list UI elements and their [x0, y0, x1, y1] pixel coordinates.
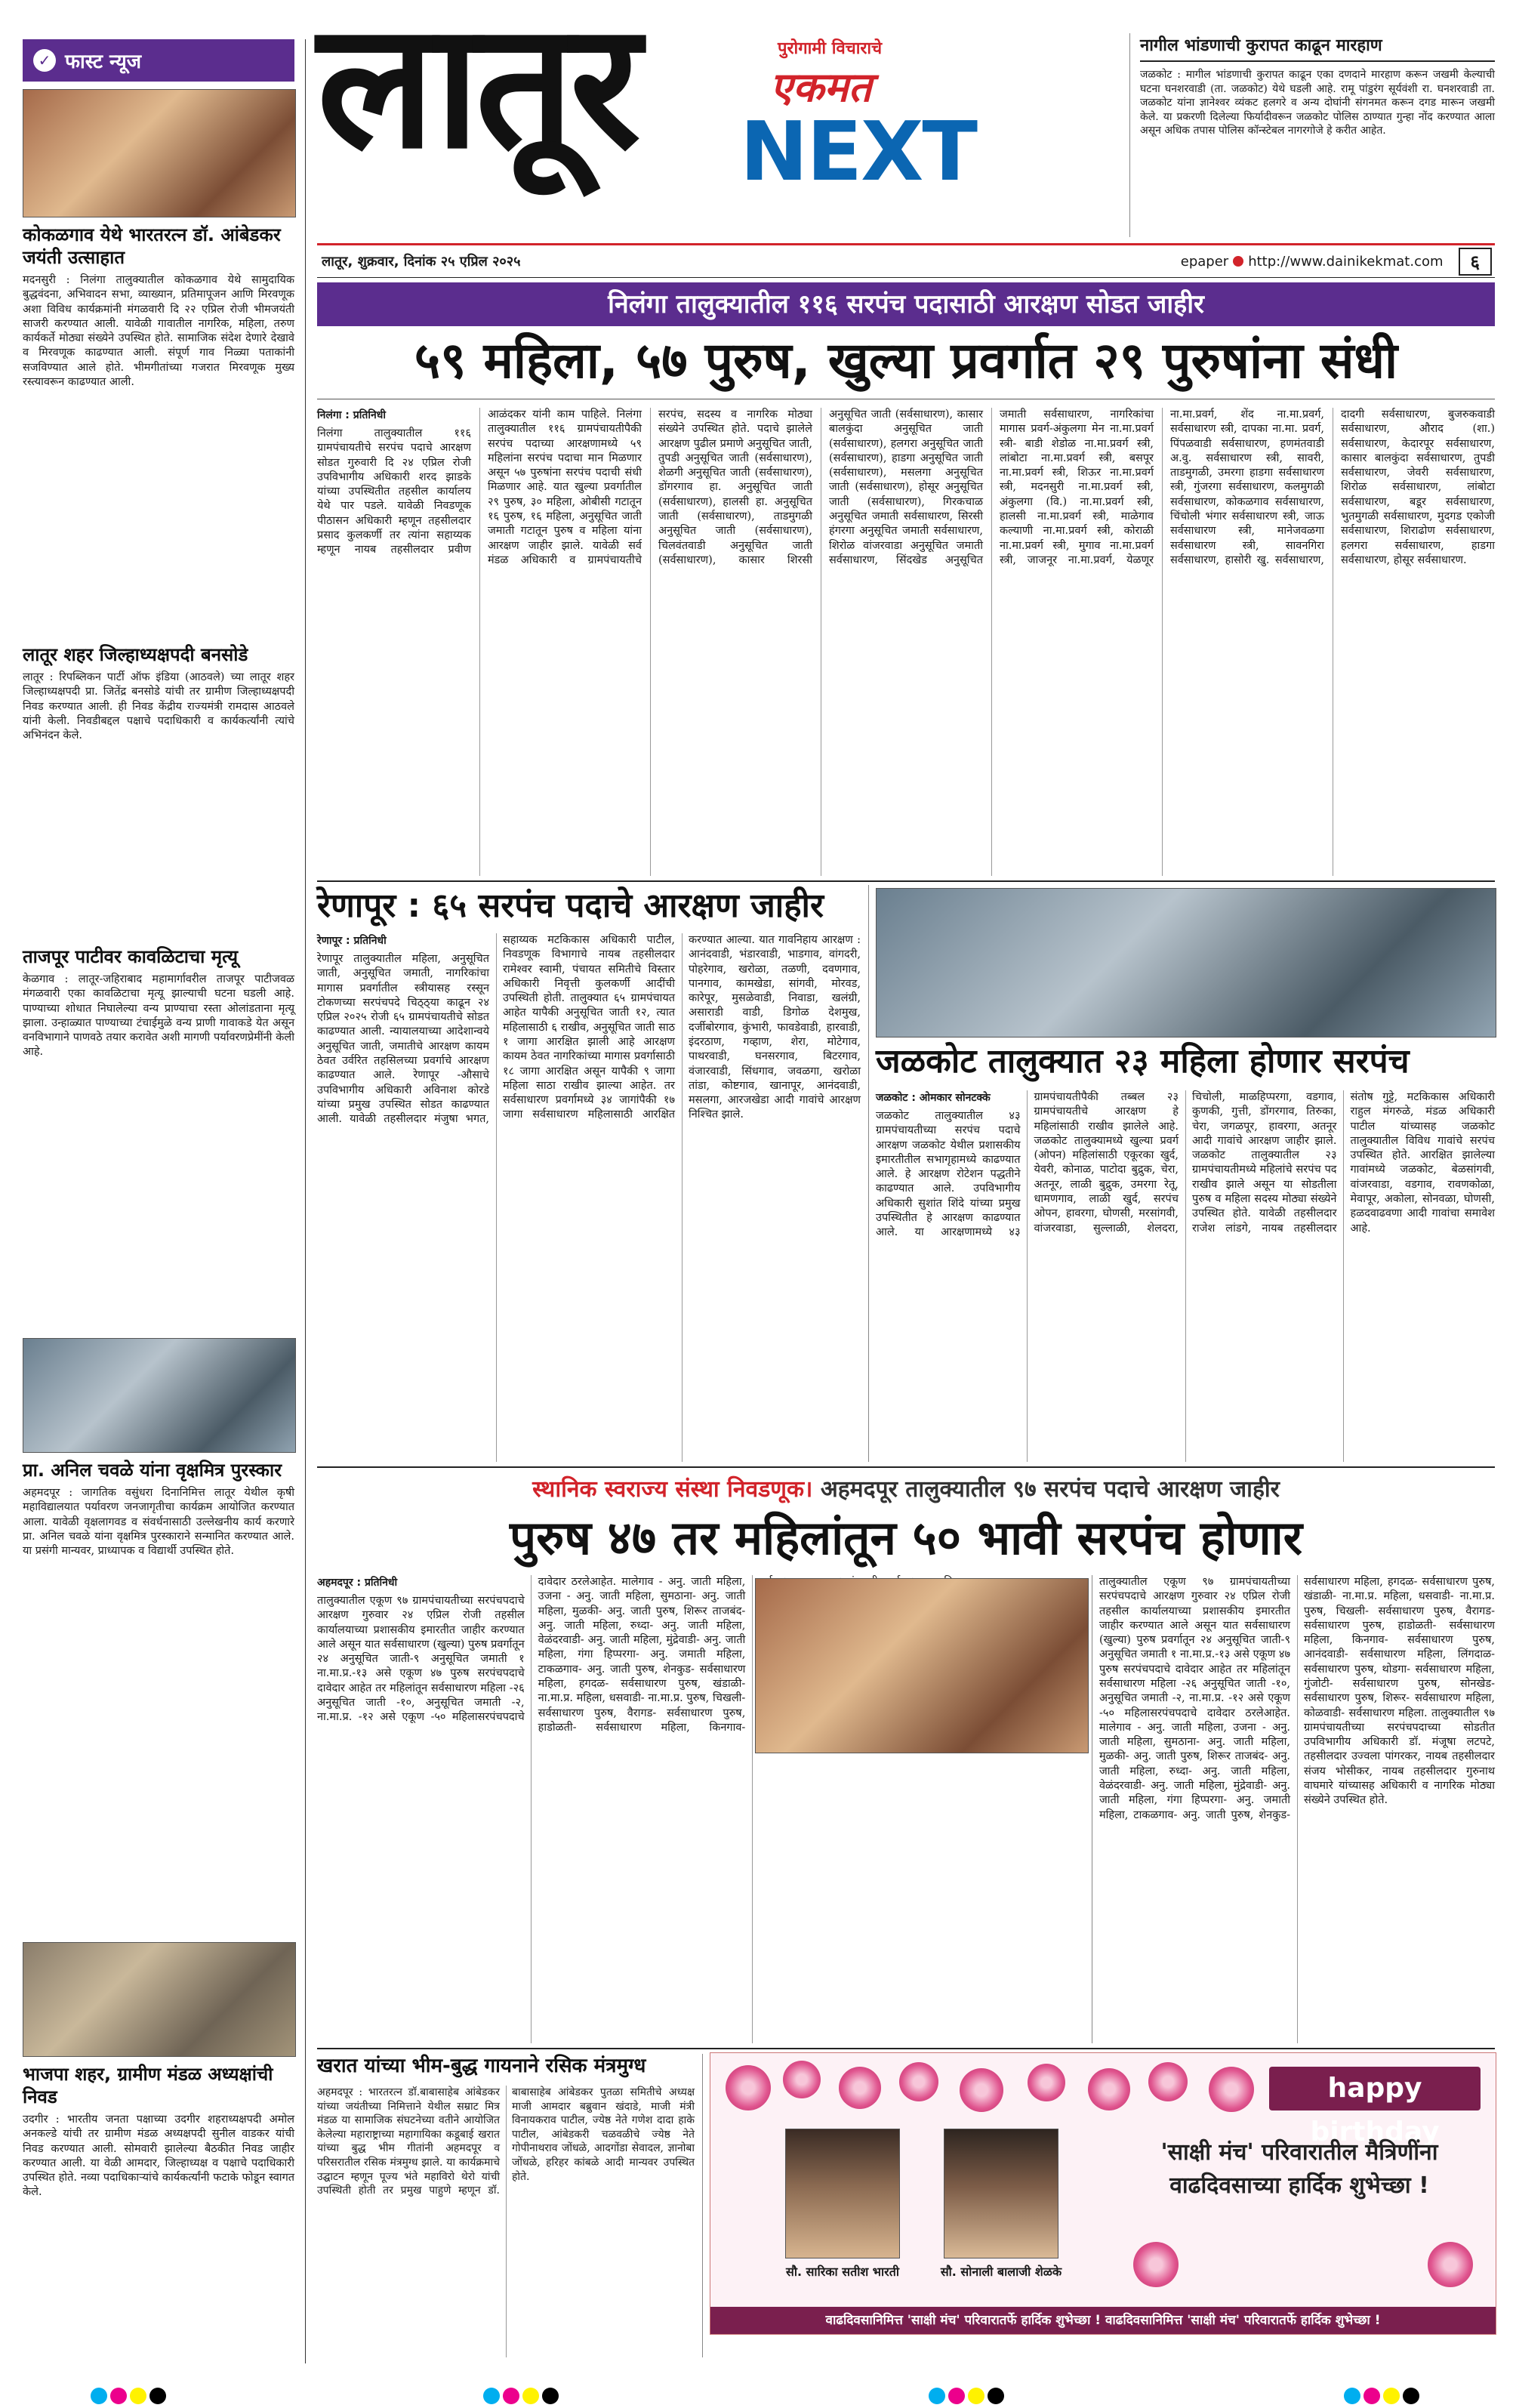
flower-icon	[726, 2065, 771, 2110]
column-divider	[305, 39, 306, 2363]
registration-mark	[968, 2388, 984, 2404]
lead-text: निलंगा तालुक्यातील ११६ ग्रामपंचायतीचे सरपंच पदाचे आरक्षण सोडत गुरुवारी दि २४ एप्रिल रोजी उपविभागीय अधिकारी शरद झाडके यांच्या उपस्थितीत तहसील कार्यालय येथे पार पडले. यावेळी निवडणूक पीठासन अधिकारी म्हणून तहसीलदार प्रसाद कुलकर्णी तर त्यांना सहाय्यक म्हणून नायब तहसीलदार प्रवीण आळंदकर यांनी काम पाहिले. निलंगा तालुक्यातील ११६ ग्रामपंचायतीपैकी सरपंच पदाच्या आरक्षणामध्ये ५९ महिलांना सरपंच पदाचा मान मिळणार असून ५७ पुरुषांना सरपंच पदाची संधी मिळणार आहे. यात खुल्या प्रवर्गातील २९ पुरुष, ३० महिला, ओबीसी गटातून १६ पुरुष, १६ महिला, अनुसूचित जाती जमाती गटातून पुरुष व महिला यांना आरक्षण जाहीर झाले. यावेळी सर्व मंडळ अधिकारी व ग्रामपंचायतीचे सरपंच, सदस्य व नागरिक मोठ्या संख्येने उपस्थित होते. पदाचे झालेले आरक्षण पुढील प्रमाणे अनुसूचित जाती, तुपडी अनुसूचित जाती (सर्वसाधारण), शेळगी अनुसूचित जाती (सर्वसाधारण), डोंगरगाव हा. अनुसूचित जाती (सर्वसाधारण), हालसी हा. अनुसूचित जाती (सर्वसाधारण), ताडमुगळी अनुसूचित जाती (सर्वसाधारण), चिलवंतवाडी अनुसूचित जाती (सर्वसाधारण), कासार शिरसी अनुसूचित जाती (सर्वसाधारण), कासार बालकुंदा अनुसूचित जाती (सर्वसाधारण), हलगरा अनुसूचित जाती (सर्वसाधारण), हाडगा अनुसूचित जाती (सर्वसाधारण), मसलगा अनुसूचित जाती (सर्वसाधारण), होसूर अनुसूचित जाती (सर्वसाधारण), गिरकचाळ अनुसूचित जमाती सर्वसाधारण, सिरसी हंगरगा अनुसूचित जमाती सर्वसाधारण, शिरोळ वांजरवाडा अनुसूचित जमाती सर्वसाधारण, सिंदखेड अनुसूचित जमाती सर्वसाधारण, नागरिकांचा मागास प्रवर्ग-अंकुलगा मेन ना.मा.प्रवर्ग स्त्री- बाडी शेडोळ ना.मा.प्रवर्ग स्त्री, लांबोटा ना.मा.प्रवर्ग स्त्री, बसपूर ना.मा.प्रवर्ग स्त्री, शिऊर ना.मा.प्रवर्ग स्त्री, मदनसुरी ना.मा.प्रवर्ग स्त्री, अंकुलगा (वि.) ना.मा.प्रवर्ग स्त्री, हालसी ना.मा.प्रवर्ग स्त्री, माळेगाव कल्याणी ना.मा.प्रवर्ग स्त्री, कोराळी ना.मा.प्रवर्ग स्त्री, मुगाव ना.मा.प्रवर्ग स्त्री, जाजनूर ना.मा.प्रवर्ग, येळणूर ना.मा.प्रवर्ग, शेंद ना.मा.प्रवर्ग, सर्वसाधारण स्त्री, दापका ना.मा. प्रवर्ग, पिंपळवाडी सर्वसाधारण, हणमंतवाडी अ.वु. सर्वसाधारण स्त्री, सावरी, ताडमुगळी, उमरगा हाडगा सर्वसाधारण स्त्री, गुंजरगा सर्वसाधारण, कलमुगळी सर्वसाधारण, कोकळगाव सर्वसाधारण, चिंचोली भंगार सर्वसाधारण स्त्री, जाऊ सर्वसाधारण स्त्री, मानेजवळगा सर्वसाधारण स्त्री, सावनगिरा सर्वसाधारण, हासोरी खु. सर्वसाधारण, दादगी सर्वसाधारण, बुजरुकवाडी सर्वसाधारण, औराद (शा.) सर्वसाधारण, केदारपूर सर्वसाधारण, कासार बालकुंदा सर्वसाधारण, तुपडी सर्वसाधारण, जेवरी सर्वसाधारण, शिरोळ सर्वसाधारण, लांबोटा सर्वसाधारण, बडूर सर्वसाधारण, भुतमुगळी सर्वसाधारण, मुदगड एकोजी सर्वसाधारण, शिराढोण सर्वसाधारण, हलगरा सर्वसाधारण, हाडगा सर्वसाधारण, होसूर सर्वसाधारण.	[317, 409, 1495, 566]
news-item-body: उदगीर : भारतीय जनता पक्षाच्या उदगीर शहराध्यक्षपदी अमोल अनकल्डे यांची तर ग्रामीण मंडळ अध्यक्षपदी सुनील वाडकर यांची निवड करण्यात आली. सोमवारी झालेल्या बैठकीत निवड जाहीर करण्यात आली. या वेळी आमदार, जिल्हाध्यक्ष व पक्षाचे पदाधिकारी उपस्थित होते. नव्या पदाधिकाऱ्यांचे कार्यकर्त्यांनी फटाके फोडून स्वागत केले.	[23, 2114, 294, 2199]
person-name: सौ. सोनाली बालाजी शेळके	[940, 2265, 1062, 2279]
avatar	[785, 2129, 900, 2258]
ahmedpur-kicker	[317, 1472, 1495, 1507]
ahmedpur-text: तालुक्यातील एकूण ९७ ग्रामपंचायतीच्या सरपंचपदाचे आरक्षण गुरुवार २४ एप्रिल रोजी तहसील कार्यालयाच्या प्रशासकीय इमारतीत जाहीर करण्यात आले असून यात सर्वसाधारण (खुल्या) पुरुष प्रवर्गातून २४ अनुसूचित जाती-९ अनुसूचित जमाती १ ना.मा.प्र.-१३ असे एकूण ४७ पुरुष सरपंचपदाचे दावेदार आहेत तर महिलांतून सर्वसाधारण महिला -२६ अनुसूचित जाती -१०, अनुसूचित जमाती -२, ना.मा.प्र. -१२ असे एकूण -५० महिलासरपंचपदाचे दावेदार ठरलेआहेत. मालेगाव - अनु. जाती महिला, उजना - अनु. जाती महिला, सुमठाना- अनु. जाती महिला, मुळकी- अनु. जाती पुरुष, शिरूर ताजबंद- अनु. जाती महिला, रुध्दा- अनु. जाती महिला, वेळंदरवाडी- अनु. जाती महिला, मुंद्रेवाडी- अनु. जाती महिला, गंगा हिप्परगा- अनु. जमाती महिला, टाकळगाव- अनु. जाती पुरुष, शेनकुड- सर्वसाधारण महिला, हगदळ- सर्वसाधारण पुरुष, खंडाळी- ना.मा.प्र. महिला, धसवाडी- ना.मा.प्र. पुरुष, चिखली- सर्वसाधारण पुरुष, वैरागड- सर्वसाधारण पुरुष, हाडोळती- सर्वसाधारण महिला, किनगाव- सर्वसाधारण पुरुष, आनंदवाडी- सर्वसाधारण महिला, लिंगदाळ- सर्वसाधारण पुरुष, थोडगा- सर्वसाधारण महिला, गुंजोटी- सर्वसाधारण पुरुष, सोनखेड- सर्वसाधारण पुरुष, शिरूर- सर्वसाधारण महिला, कोळवाडी- सर्वसाधारण महिला. तालुक्यातील ९७ ग्रामपंचायतीच्या सरपंचपदाच्या सोडतीत उपविभागीय अधिकारी डॉ. मंजूषा लटपटे, तहसीलदार उज्वला पांगरकर, नायब तहसीलदार संजय भोसीकर, नायब तहसीलदार गुरुनाथ वाघमारे यांच्यासह अधिकारी व नागरिक मोठ्या संख्येने उपस्थित होते.	[1099, 1576, 1495, 1821]
flower-icon	[1133, 2242, 1179, 2287]
jayanti-photo	[23, 89, 296, 217]
registration-mark	[988, 2388, 1004, 2404]
ahmedpur-photo	[755, 1578, 1089, 1753]
registration-mark	[948, 2388, 965, 2404]
globe-icon	[1233, 256, 1243, 267]
fast-news-header	[23, 39, 294, 82]
award-photo	[23, 1338, 296, 1453]
registration-mark	[1344, 2388, 1360, 2404]
flower-icon	[783, 2061, 821, 2098]
news-item-body: लातूर : रिपब्लिकन पार्टी ऑफ इंडिया (आठवले) च्या लातूर शहर जिल्हाध्यक्षपदी प्रा. जितेंद्र बनसोडे यांची तर ग्रामीण जिल्हाध्यक्षपदी निवड करण्यात आली. ही निवड केंद्रीय राज्यमंत्री रामदास आठवले यांनी केली. निवडीबद्दल पक्षाचे पदाधिकारी व कार्यकर्त्यांनी त्यांचे अभिनंदन केले.	[23, 671, 294, 742]
top-right-title: नागील भांडणाची कुरापत काढून मारहाण	[1140, 33, 1495, 62]
news-item-body: मदनसुरी : निलंगा तालुक्यातील कोकळगाव येथे सामुदायिक बुद्धवंदना, अभिवादन सभा, व्याख्यान, प्रतिमापूजन आणि मिरवणूक अशा विविध कार्यक्रमांनी मंगळवारी दि २२ एप्रिल रोजी भीमजयंती साजरी करण्यात आली. यावेळी गावातील नागरिक, महिला, तरुण कार्यकर्ते मोठ्या संख्येने उपस्थित होते. सामाजिक संदेश देणारे देखावे व मिरवणूक काढण्यात आली. संपूर्ण गाव निळ्या पताकांनी सजविण्यात आले होते. भीमगीतांच्या गजरात मिरवणूक मुख्य रस्त्यावरून काढण्यात आली.	[23, 274, 294, 388]
registration-mark	[542, 2388, 559, 2404]
lead-kicker: निलंगा तालुक्यातील ११६ सरपंच पदासाठी आरक्षण सोडत जाहीर	[317, 282, 1495, 326]
news-item-title: लातूर शहर जिल्हाध्यक्षपदी बनसोडे	[23, 644, 248, 665]
jalkot-body	[876, 1090, 1495, 1462]
kharat-headline: खरात यांच्या भीम-बुद्ध गायनाने रसिक मंत्रमुग्ध	[317, 2055, 646, 2077]
flower-icon	[960, 2068, 1003, 2112]
news-item-body: अहमदपूर : जागतिक वसुंधरा दिनानिमित्त लातूर येथील कृषी महाविद्यालयात पर्यावरण जनजागृतीचा कार्यक्रम आयोजित करण्यात आला. यावेळी वृक्षलागवड व संवर्धनासाठी उल्लेखनीय कार्य करणारे प्रा. अनिल चवळे यांना वृक्षमित्र पुरस्काराने सन्मानित करण्यात आले. या प्रसंगी मान्यवर, प्राध्यापक व विद्यार्थी उपस्थित होते.	[23, 1487, 294, 1558]
fast-news-title: फास्ट न्यूज	[65, 51, 142, 73]
renapur-byline: रेणापूर : प्रतिनिधी	[317, 935, 387, 947]
registration-mark	[929, 2388, 945, 2404]
top-right-body: जळकोट : मागील भांडणाची कुरापत काढून एका दणदाने मारहाण करून जखमी केल्याची घटना घनशरवाडी (ता. जळकोट) येथे घडली आहे. रामू पांडुरंग सूर्यवंशी रा. घनशरवाडी ता. जळकोट यांना ज्ञानेश्वर व्यंकट हलगरे व अन्य दोघांनी संगनमत करून दगड मारून जखमी केले. या प्रकरणी दिलेल्या फिर्यादीवरून जळकोट पोलिस ठाण्यात गुन्हा नोंद करण्यात आला असून अधिक तपास पोलिस कॉन्स्टेबल नागरगोजे हे करीत आहेत.	[1140, 69, 1495, 137]
top-right-news	[1140, 33, 1495, 237]
registration-mark	[503, 2388, 519, 2404]
page-number: ६	[1459, 248, 1492, 276]
section-rule	[317, 1466, 1495, 1468]
kharat-body	[317, 2086, 695, 2357]
jalkot-text: जळकोट तालुक्यातील ४३ ग्रामपंचायतीच्या सरपंच पदाचे आरक्षण जळकोट येथील प्रशासकीय इमारतीतील सभागृहामध्ये काढण्यात आले. हे आरक्षण रोटेशन पद्धतीने काढण्यात आले. उपविभागीय अधिकारी सुशांत शिंदे यांच्या प्रमुख उपस्थितीत हे आरक्षण काढण्यात आले. या आरक्षणामध्ये ४३ ग्रामपंचायतीपैकी तब्बल २३ ग्रामपंचायतीचे आरक्षण हे महिलांसाठी राखीव झालेले आहे. जळकोट तालुक्यामध्ये खुल्या प्रवर्ग (ओपन) महिलांसाठी एकूरका खुर्द, येवरी, कोनाळ, पाटोदा बुद्रुक, चेरा, अतनूर, लाळी बुद्रुक, उमरगा रेतू, धामणगाव, लाळी खुर्द, सरपंच ओपन, हावरगा, घोणसी, मरसांगवी, वांजरवाडा, सुल्लाळी, शेलदरा, चिचोली, माळहिप्परगा, वडगाव, कुणकी, गुत्ती, डोंगरगाव, तिरुका, चेरा, जगळपूर, हावरगा, अतनूर आदी गावांचे आरक्षण जाहीर झाले. जळकोट तालुक्यातील २३ ग्रामपंचायतीमध्ये महिलांचे सरपंच पद राखीव झाले असून या सोडतीला पुरुष व महिला सदस्य मोठ्या संख्येने उपस्थित होते. यावेळी तहसीलदार राजेश लांडगे, नायब तहसीलदार संतोष गुट्टे, मटकिकास अधिकारी राहुल मंगरुळे, मंडळ अधिकारी पाटील यांच्यासह जळकोट तालुक्यातील विविध गावांचे सरपंच उपस्थित होते. आरक्षित झालेल्या गावांमध्ये जळकोट, बेळसांगवी, वांजरवाडा, वडगाव, रावणकोळा, मेवापूर, अकोला, सोनवळा, घोणसी, हळदवाढवणा आदी गावांचा समावेश आहे.	[876, 1091, 1495, 1239]
birthday-ad	[710, 2052, 1496, 2335]
news-item-bansode	[23, 643, 294, 743]
lead-body	[317, 408, 1495, 876]
news-item-body: केळगाव : लातूर-जहिराबाद महामार्गावरील ताजपूर पाटीजवळ मंगळवारी एका कावळिटाचा मृत्यू झाल्याची घटना घडली आहे. पाण्याच्या शोधात निघालेल्या वन्य प्राण्याचा रस्ता ओलांडताना मृत्यू झाला. उन्हाळ्यात पाण्याच्या टंचाईमुळे वन्य प्राणी गावाकडे येत असून वनविभागाने पाणवठे तयार करावेत अशी मागणी पर्यावरणप्रेमींनी केली आहे.	[23, 973, 294, 1059]
heart-check-icon: ✓	[33, 49, 56, 72]
registration-mark	[1383, 2388, 1400, 2404]
flower-icon	[839, 2067, 881, 2109]
ahmedpur-kicker-rest: अहमदपूर तालुक्यातील ९७ सरपंच पदाचे आरक्षण जाहीर	[812, 1476, 1280, 1503]
lead-headline: ५९ महिला, ५७ पुरुष, खुल्या प्रवर्गात २९ पुरुषांना संधी	[414, 331, 1398, 390]
flower-icon	[1209, 2067, 1254, 2112]
dateline-bar	[317, 243, 1495, 278]
section-rule	[317, 2048, 1495, 2049]
birthday-banner: happy birthday	[1269, 2067, 1481, 2110]
website-link[interactable]: http://www.dainikekmat.com	[1248, 253, 1444, 270]
dateline: लातूर, शुक्रवार, दिनांक २५ एप्रिल २०२५	[322, 254, 521, 270]
ahmedpur-kicker-red: स्थानिक स्वराज्य संस्था निवडणूक।	[532, 1476, 813, 1503]
masthead	[317, 0, 1117, 238]
birthday-message: 'साक्षी मंच' परिवारातील मैत्रिणींना वाढदिवसाच्या हार्दिक शुभेच्छा !	[1160, 2139, 1438, 2199]
news-item-title: भाजपा शहर, ग्रामीण मंडळ अध्यक्षांची निवड	[23, 2064, 273, 2107]
ahmedpur-headline: पुरुष ४७ तर महिलांतून ५० भावी सरपंच होणार	[509, 1510, 1303, 1565]
jalkot-headline: जळकोट तालुक्यात २३ महिला होणार सरपंच	[876, 1042, 1410, 1081]
epaper-label: epaper	[1180, 253, 1229, 270]
registration-mark	[149, 2388, 166, 2404]
lead-byline: निलंगा : प्रतिनिधी	[317, 409, 386, 421]
registration-mark	[522, 2388, 539, 2404]
flower-icon	[1088, 2068, 1130, 2110]
flower-icon	[1028, 2064, 1065, 2101]
birthday-ticker: वाढदिवसानिमित्त 'साक्षी मंच' परिवारातर्फे हार्दिक शुभेच्छा ! वाढदिवसानिमित्त 'साक्षी मंच' परिवारातर्फे हार्दिक शुभेच्छा !	[710, 2307, 1496, 2334]
news-item-chavale	[23, 1459, 294, 1559]
person-card	[929, 2129, 1073, 2280]
renapur-text: रेणापूर तालुक्यातील महिला, अनुसूचित जाती, अनुसूचित जमाती, नागरिकांचा मागास प्रवर्गातील स्त्रीयासह रस्सून टोकणच्या सरपंचपदे चिठ्ठ्या काढून २४ एप्रिल २०२५ रोजी ६५ ग्रामपंचायतीचे सोडत काढण्यात आली. न्यायालयाच्या आदेशान्वये अनुसूचित जाती, जमातीचे आरक्षण कायम ठेवत उर्वरित तहसिलच्या प्रवर्गाचे आरक्षण काढण्यात आले. रेणापूर -औसाचे उपविभागीय अधिकारी अविनाश कोरडे यांच्या प्रमुख उपस्थित सोडत काढण्यात आली. यावेळी तहसीलदार मंजुषा भगत, सहाय्यक मटकिकास अधिकारी पाटील, निवडणूक विभागाचे नायब तहसीलदार रामेश्वर स्वामी, पंचायत समितीचे विस्तार अधिकारी निवृत्ती कुलकर्णी आदींची उपस्थिती होती. तालुक्यात ६५ ग्रामपंचायत आहेत यापैकी अनुसूचित जाती १२, त्यात महिलासाठी ६ राखीव, अनुसूचित जाती साठ १ जागा आरक्षित झाली आहे आरक्षण कायम ठेवत नागरिकांच्या मागास प्रवर्गासाठी १८ जागा आरक्षित असून यापैकी ९ जागा महिला साठा राखीव झाल्या आहेत. तर सर्वसाधारण प्रवर्गामध्ये ३४ जागांपैकी १७ जागा सर्वसाधारण महिलासाठी आरक्षित करण्यात आल्या. यात गावनिहाय आरक्षण : आनंदवाडी, भंडारवाडी, भाडगाव, वांगदरी, पोहरेगाव, खरोळा, तळणी, दवणगाव, पानगाव, कामखेडा, सांगवी, मोरवड, कारेपूर, मुसळेवाडी, निवाडा, खलंग्री, असाराडी वाडी, डिगोळ देशमुख, दर्जीबोरगाव, कुंभारी, फावडेवाडी, हारवाडी, इंदरठाण, गव्हाण, शेरा, मोटेगाव, पाथरवाडी, घनसरगाव, बिटरगाव, वंजारवाडी, सिंधगाव, जवळगा, खरोळा तांडा, कोष्टगाव, खानापूर, आनंदवाडी, मसलगा, आरजखेडा आदी गावांचे आरक्षण निश्चित झाले.	[317, 934, 861, 1126]
flower-icon	[899, 2062, 938, 2101]
kharat-text: अहमदपूर : भारतरत्न डॉ.बाबासाहेब आंबेडकर यांच्या जयंतीच्या निमित्ताने येथील सम्राट मित्र मंडळ या सामाजिक संघटनेच्या वतीने आयोजित केलेल्या महाराष्ट्राच्या महागायिका कडूबाई खरात यांच्या बुद्ध भीम गीतांनी अहमदपूर व परिसरातील रसिक मंत्रमुग्ध झाले. या कार्यक्रमाचे उद्घाटन म्हणून पूज्य भंते महाविरो थेरो यांची उपस्थिती होती तर प्रमुख पाहुणे म्हणून डॉ. बाबासाहेब आंबेडकर पुतळा समितीचे अध्यक्ष माजी आमदार बब्रुवान खंदाडे, माजी मंत्री विनायकराव पाटील, ज्येष्ठ नेते गणेश दादा हाके पाटील, आंबेडकरी चळवळीचे ज्येष्ठ नेते गोपीनाथराव जोंधळे, आदगोंडा सेवादल, ज्ञानोबा जोंधळे, हरिहर कांबळे आदी मान्यवर उपस्थित होते.	[317, 2086, 695, 2197]
column-divider	[702, 2054, 703, 2357]
news-item-title: कोकळगाव येथे भारतरत्न डॉ. आंबेडकर जयंती उत्साहात	[23, 224, 281, 268]
masthead-title: लातूर	[317, 0, 636, 187]
renapur-body	[317, 933, 861, 1462]
flower-icon	[1148, 2062, 1188, 2101]
ahmedpur-byline: अहमदपूर : प्रतिनिधी	[317, 1577, 398, 1589]
column-divider	[1129, 33, 1130, 237]
jalkot-photo	[876, 888, 1496, 1038]
news-item-bjp	[23, 2063, 294, 2200]
jalkot-byline: जळकोट : ओमकार सोनटक्के	[876, 1092, 991, 1104]
avatar	[944, 2129, 1058, 2258]
ahmedpur-body-right	[1099, 1575, 1495, 2043]
person-card	[771, 2129, 914, 2280]
registration-mark	[483, 2388, 500, 2404]
next-logo: NEXT	[740, 105, 977, 199]
registration-mark	[1403, 2388, 1419, 2404]
brand-logo: एकमत	[770, 63, 872, 111]
registration-mark	[130, 2388, 146, 2404]
registration-mark	[1363, 2388, 1380, 2404]
news-item-title: प्रा. अनिल चवळे यांना वृक्षमित्र पुरस्कार	[23, 1460, 282, 1481]
flower-icon	[1428, 2242, 1473, 2287]
bjp-photo	[23, 1942, 296, 2057]
ahmedpur-text: तालुक्यातील एकूण ९७ ग्रामपंचायतीच्या सरपंचपदाचे आरक्षण गुरुवार २४ एप्रिल रोजी तहसील कार्यालयाच्या प्रशासकीय इमारतीत जाहीर करण्यात आले असून यात सर्वसाधारण (खुल्या) पुरुष प्रवर्गातून २४ अनुसूचित जाती-९ अनुसूचित जमाती १ ना.मा.प्र.-१३ असे एकूण ४७ पुरुष सरपंचपदाचे दावेदार आहेत तर महिलांतून सर्वसाधारण महिला -२६ अनुसूचित जाती -१०, अनुसूचित जमाती -२, ना.मा.प्र. -१२ असे एकूण -५० महिलासरपंचपदाचे दावेदार ठरलेआहेत. मालेगाव - अनु. जाती महिला, उजना - अनु. जाती महिला, सुमठाना- अनु. जाती महिला, मुळकी- अनु. जाती पुरुष, शिरूर ताजबंद- अनु. जाती महिला, रुध्दा- अनु. जाती महिला, वेळंदरवाडी- अनु. जाती महिला, मुंद्रेवाडी- अनु. जाती महिला, गंगा हिप्परगा- अनु. जमाती महिला, टाकळगाव- अनु. जाती पुरुष, शेनकुड- सर्वसाधारण महिला, हगदळ- सर्वसाधारण पुरुष, खंडाळी- ना.मा.प्र. महिला, धसवाडी- ना.मा.प्र. पुरुष, चिखली- सर्वसाधारण पुरुष, वैरागड- सर्वसाधारण पुरुष, हाडोळती- सर्वसाधारण महिला, किनगाव-	[317, 1576, 746, 1734]
registration-mark	[91, 2388, 107, 2404]
column-divider	[868, 885, 869, 1462]
fast-news-column	[23, 39, 294, 2363]
renapur-headline: रेणापूर : ६५ सरपंच पदाचे आरक्षण जाहीर	[317, 886, 824, 925]
registration-mark	[110, 2388, 127, 2404]
news-item-tajpur	[23, 945, 294, 1060]
news-item-kokalgaon	[23, 224, 294, 390]
person-name: सौ. सारिका सतीश भारती	[786, 2265, 899, 2279]
news-item-title: ताजपूर पाटीवर कावळिटाचा मृत्यू	[23, 946, 238, 967]
masthead-tagline: पुरोगामी विचाराचे	[778, 39, 883, 58]
section-rule	[317, 880, 1495, 882]
